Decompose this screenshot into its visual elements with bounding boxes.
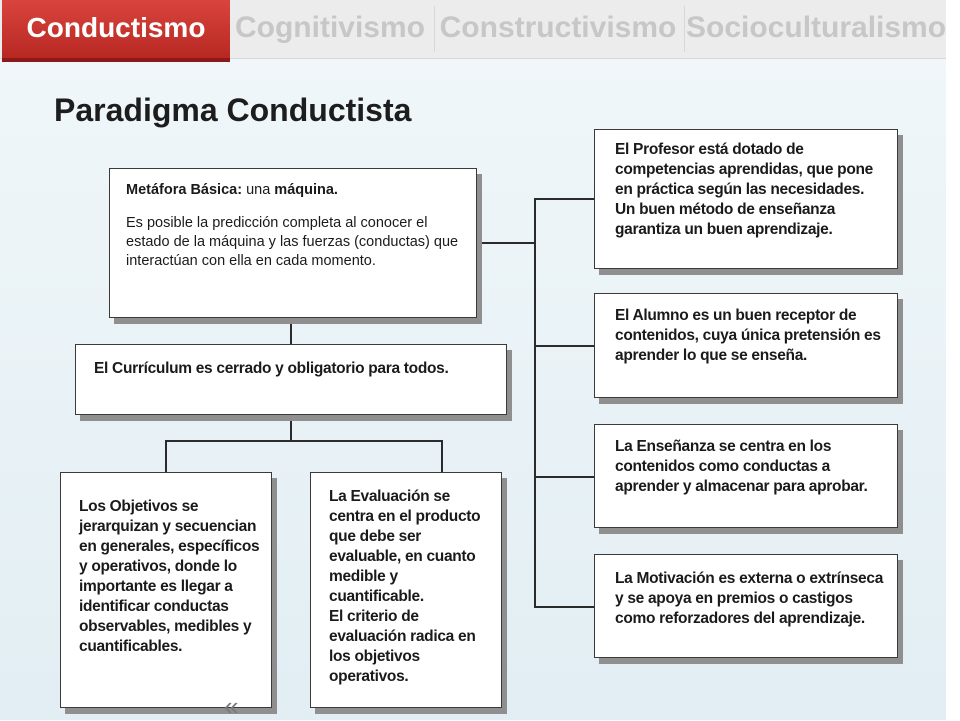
connector-line xyxy=(290,414,292,442)
back-icon[interactable]: « xyxy=(224,691,239,721)
tab-separator xyxy=(684,6,685,52)
objetivos-body: se jerarquizan y secuencian en generales, específicos y operativos, donde lo importante es llegar a identificar conductas observables, medibles y cuantificables. xyxy=(79,498,260,655)
connector-line xyxy=(534,345,594,347)
profesor-box xyxy=(594,129,898,269)
metaphor-box xyxy=(109,168,477,318)
connector-line xyxy=(534,476,594,478)
motivacion-body: es externa o extrínseca y se apoya en premios o castigos como reforzadores del aprendizaje. xyxy=(615,570,884,627)
connector-line xyxy=(290,317,292,344)
objetivos-term: Los Objetivos xyxy=(79,498,178,515)
connector-line xyxy=(441,440,443,472)
connector-line xyxy=(534,198,536,608)
evaluacion-text xyxy=(329,487,491,607)
metaphor-heading xyxy=(126,181,460,200)
tab-socioculturalismo[interactable]: Socioculturalismo xyxy=(686,11,947,44)
metaphor-label: Metáfora Básica: xyxy=(126,182,243,198)
ensenanza-term2: contenidos xyxy=(615,458,695,475)
objetivos-text xyxy=(79,497,261,657)
evaluacion-body: se centra en el producto que debe ser evaluable, en cuanto medible y cuantificable. xyxy=(329,488,481,605)
metaphor-term: máquina. xyxy=(274,182,338,198)
alumno-text xyxy=(615,306,887,366)
page-title: Paradigma Conductista xyxy=(54,92,412,128)
tab-bar xyxy=(0,0,946,59)
motivacion-box xyxy=(594,554,898,658)
alumno-body: es un buen receptor de contenidos, cuya única pretensión es aprender lo que se enseña. xyxy=(615,307,881,364)
evaluacion-box xyxy=(310,472,502,708)
evaluacion-term: La Evaluación xyxy=(329,488,430,505)
connector-line xyxy=(534,606,594,608)
ensenanza-body2: como conductas a aprender y almacenar para aprobar. xyxy=(615,458,868,495)
ensenanza-term: La Enseñanza xyxy=(615,438,715,455)
evaluacion-criterio: El criterio de evaluación radica en los objetivos operativos. xyxy=(329,608,476,685)
ensenanza-text xyxy=(615,437,887,497)
profesor-body: está dotado de competencias aprendidas, que pone en práctica según las necesidades. Un buen método de enseñanza garantiza un buen aprendizaje. xyxy=(615,141,873,238)
connector-line xyxy=(534,198,594,200)
ensenanza-box xyxy=(594,424,898,528)
connector-line xyxy=(165,440,167,472)
curriculum-body: es cerrado y obligatorio para todos. xyxy=(191,360,449,377)
motivacion-term: La Motivación xyxy=(615,570,715,587)
curriculum-box xyxy=(75,344,507,415)
alumno-term: El Alumno xyxy=(615,307,689,324)
curriculum-term: El Currículum xyxy=(94,360,192,377)
connector-line xyxy=(165,440,443,442)
tab-constructivismo[interactable]: Constructivismo xyxy=(439,11,677,44)
page-margin xyxy=(946,0,960,720)
connector-line xyxy=(476,242,536,244)
tab-separator xyxy=(434,6,435,52)
metaphor-body: Es posible la predicción completa al conocer el estado de la máquina y las fuerzas (conductas) que interactúan con ella en cada momento. xyxy=(126,215,459,269)
curriculum-text xyxy=(94,359,488,379)
tab-cognitivismo[interactable]: Cognitivismo xyxy=(234,11,425,44)
motivacion-text xyxy=(615,569,887,629)
ensenanza-body: se centra en los xyxy=(714,438,832,455)
metaphor-text: una xyxy=(242,182,275,198)
objetivos-box xyxy=(60,472,272,708)
alumno-box xyxy=(594,293,898,398)
profesor-term: El Profesor xyxy=(615,141,695,158)
profesor-text xyxy=(615,140,887,240)
tab-conductismo[interactable]: Conductismo xyxy=(2,0,230,62)
